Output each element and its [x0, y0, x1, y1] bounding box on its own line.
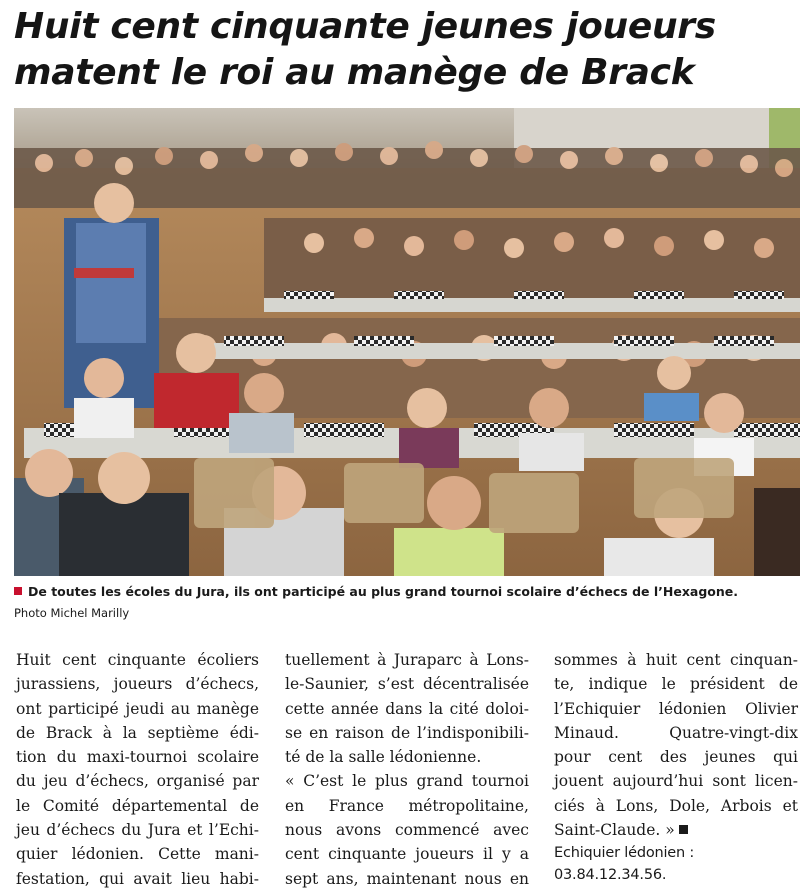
- headline-line-1: Huit cent cinquante jeunes joueurs: [14, 6, 716, 47]
- text-line: [554, 818, 798, 842]
- text-line: se en raison de l’indisponibili-: [285, 723, 529, 742]
- text-line: sept ans, maintenant nous en: [285, 869, 529, 888]
- text-line: pour cent des jeunes qui: [554, 748, 798, 767]
- text-line: en France métropolitaine,: [285, 796, 529, 815]
- article-column-2: [285, 648, 529, 891]
- text-line: jeu d’échecs du Jura et l’Echi-: [16, 821, 259, 840]
- text-line: le Comité départemental de: [16, 796, 259, 815]
- photo-caption: [14, 584, 800, 600]
- article-headline: [14, 4, 794, 96]
- contact-phone: 03.84.12.34.56.: [554, 867, 667, 884]
- text-line: le-Saunier, s’est décentralisée: [285, 675, 529, 694]
- headline-line-2: matent le roi au manège de Brack: [14, 52, 695, 93]
- article-column-1: [16, 648, 259, 891]
- text-line: tuellement à Juraparc à Lons-: [285, 651, 529, 669]
- article-photo: [14, 108, 800, 576]
- text-line: te, indique le président de: [554, 675, 798, 694]
- text-line: nous avons commencé avec: [285, 821, 529, 840]
- text-line: l’Echiquier lédonien Olivier: [554, 699, 798, 718]
- end-of-article-square: [679, 825, 688, 834]
- contact-line-1: Echiquier lédonien :: [554, 845, 695, 862]
- text-line: cent cinquante joueurs il y a: [285, 845, 529, 864]
- text-line: tion du maxi-tournoi scolaire: [16, 748, 259, 767]
- text-line: quier lédonien. Cette mani-: [16, 845, 259, 864]
- text-line: de Brack à la septième édi-: [16, 723, 259, 742]
- text-line: sommes à huit cent cinquan-: [554, 651, 798, 669]
- text-line: té de la salle lédonienne.: [285, 748, 482, 767]
- closing-quote-line: Saint-Claude. »: [554, 821, 675, 840]
- text-line: ont participé jeudi au manège: [16, 699, 259, 718]
- text-line: cette année dans la cité doloi-: [285, 699, 529, 718]
- text-line: Huit cent cinquante écoliers: [16, 651, 259, 669]
- text-line: ciés à Lons, Dole, Arbois et: [554, 796, 798, 815]
- article-column-3: [554, 648, 798, 886]
- caption-text: De toutes les écoles du Jura, ils ont participé au plus grand tournoi scolaire d’échecs de l’Hexagone.: [28, 584, 739, 599]
- photo-credit: Photo Michel Marilly: [14, 606, 130, 620]
- text-line: Minaud. Quatre-vingt-dix: [554, 723, 798, 742]
- text-line: du jeu d’échecs, organisé par: [16, 772, 259, 791]
- caption-marker-square: [14, 587, 22, 595]
- text-line: « C’est le plus grand tournoi: [285, 772, 529, 791]
- text-line: jouent aujourd’hui sont licen-: [554, 772, 798, 791]
- text-line: jurassiens, joueurs d’échecs,: [16, 675, 259, 694]
- text-line: festation, qui avait lieu habi-: [16, 869, 259, 888]
